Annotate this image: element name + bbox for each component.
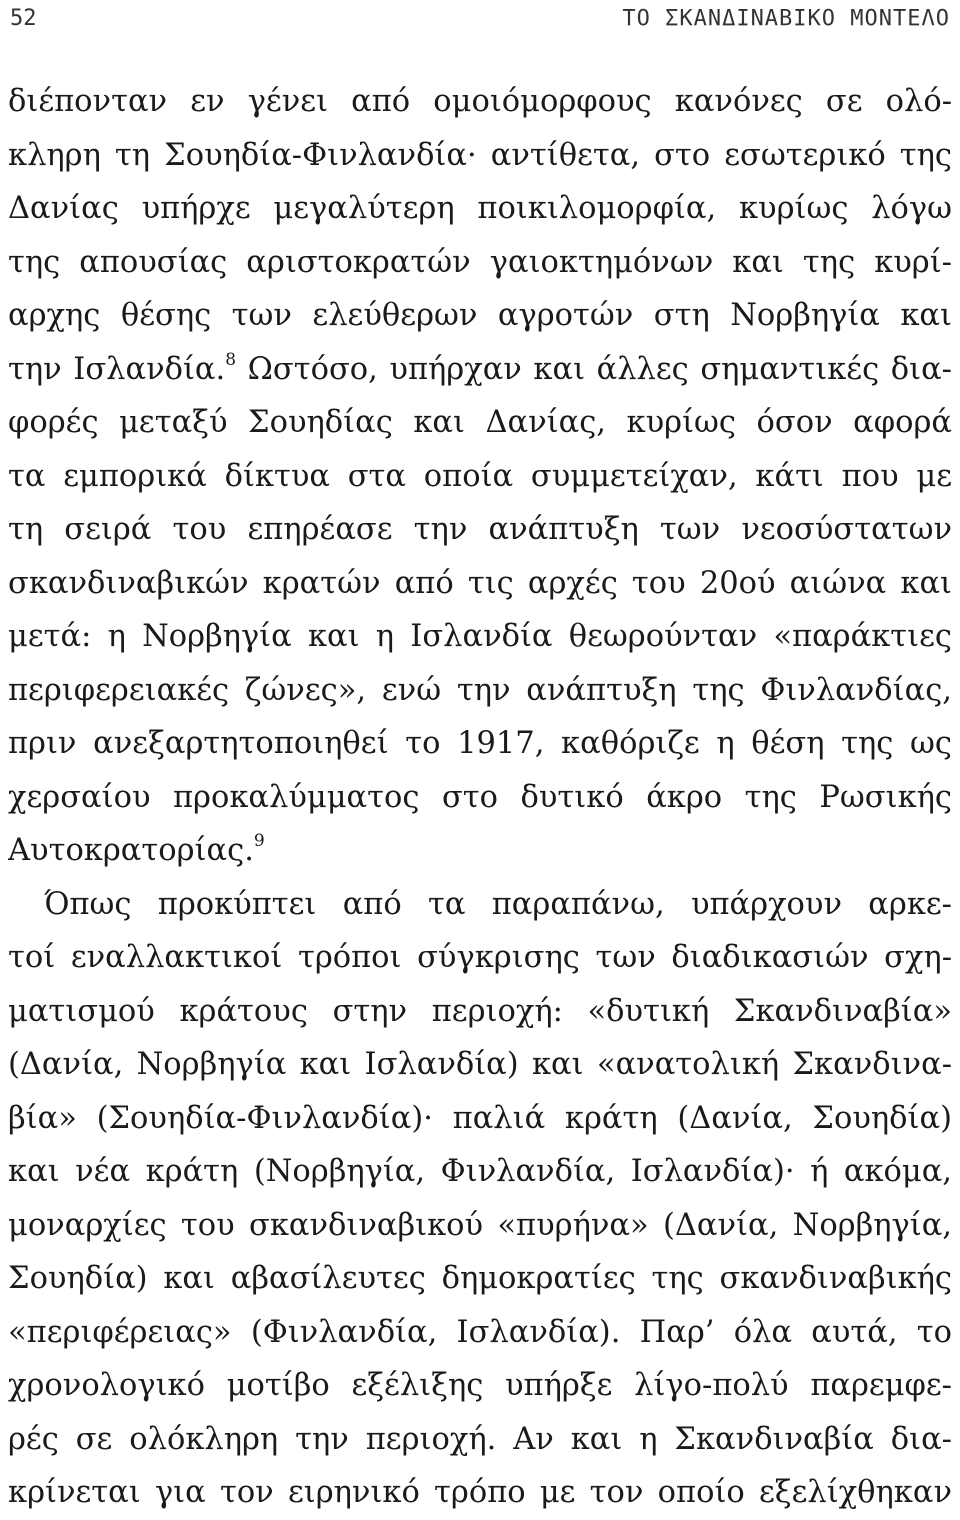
paragraph-2 [8,878,952,1520]
text-line: σκανδιναβικών κρατών από τις αρχές του 20ού αιώνα και [8,565,952,601]
text-segment: την Ισλανδία. [8,351,226,387]
text-line: κρίνεται για τον ειρηνικό τρόπο με τον οποίο εξελίχθηκαν [8,1475,952,1510]
text-line: «περιφέρειας» (Φινλανδία, Ισλανδία). Παρ’ όλα αυτά, το [8,1314,952,1350]
text-line: τοί εναλλακτικοί τρόποι σύγκρισης των διαδικασιών σχη- [8,940,952,975]
page-number: 52 [10,6,37,31]
text-line: ματισμού κράτους στην περιοχή: «δυτική Σκανδιναβία» [8,993,952,1029]
text-line: (Δανία, Νορβηγία και Ισλανδία) και «ανατολική Σκανδινα- [8,1047,952,1082]
text-line: πριν ανεξαρτητοποιηθεί το 1917, καθόριζε η θέση της ως [8,726,952,761]
paragraph-1 [8,75,952,878]
page-header [10,4,950,34]
text-line: Όπως προκύπτει από τα παραπάνω, υπάρχουν αρκε- [44,886,952,922]
footnote-ref-8[interactable]: 8 [225,349,237,370]
text-line: τη σειρά του επηρέασε την ανάπτυξη των νεοσύστατων [8,512,952,547]
text-line [8,343,952,397]
text-segment: Ωστόσο, υπήρχαν και άλλες σημαντικές δια- [236,351,952,387]
text-line: χρονολογικό μοτίβο εξέλιξης υπήρξε λίγο-πολύ παρεμφε- [8,1368,952,1403]
text-line: διέπονταν εν γένει από ομοιόμορφους κανόνες σε ολό- [8,84,952,119]
text-line: και νέα κράτη (Νορβηγία, Φινλανδία, Ισλανδία)· ή ακόμα, [8,1154,952,1189]
text-line: της απουσίας αριστοκρατών γαιοκτημόνων και της κυρί- [8,244,952,280]
text-line: κληρη τη Σουηδία-Φινλανδία· αντίθετα, στο εσωτερικό της [8,137,952,173]
text-line: Δανίας υπήρχε μεγαλύτερη ποικιλομορφία, κυρίως λόγω [8,191,952,226]
text-line: Σουηδία) και αβασίλευτες δημοκρατίες της σκανδιναβικής [8,1261,952,1296]
body-text [8,75,952,1520]
text-line: αρχης θέσης των ελεύθερων αγροτών στη Νορβηγία και [8,298,952,333]
footnote-ref-9[interactable]: 9 [253,831,265,851]
text-line: περιφερειακές ζώνες», ενώ την ανάπτυξη της Φινλανδίας, [8,672,952,708]
text-line: βία» (Σουηδία-Φινλανδία)· παλιά κράτη (Δανία, Σουηδία) [8,1100,952,1136]
text-line: χερσαίου προκαλύμματος στο δυτικό άκρο της Ρωσικής [8,779,952,815]
running-title: ΤΟ ΣΚΑΝΔΙΝΑΒΙΚΟ ΜΟΝΤΕΛΟ [622,6,950,31]
text-line: ρές σε ολόκληρη την περιοχή. Αν και η Σκανδιναβία δια- [8,1421,952,1457]
text-line: μετά: η Νορβηγία και η Ισλανδία θεωρούνταν «παράκτιες [8,619,952,654]
text-segment: Αυτοκρατορίας. [8,833,254,868]
text-line: μοναρχίες του σκανδιναβικού «πυρήνα» (Δανία, Νορβηγία, [8,1207,952,1243]
text-line: τα εμπορικά δίκτυα στα οποία συμμετείχαν, κάτι που με [8,458,952,494]
text-line [8,824,952,878]
text-line: φορές μεταξύ Σουηδίας και Δανίας, κυρίως όσον αφορά [8,405,952,440]
